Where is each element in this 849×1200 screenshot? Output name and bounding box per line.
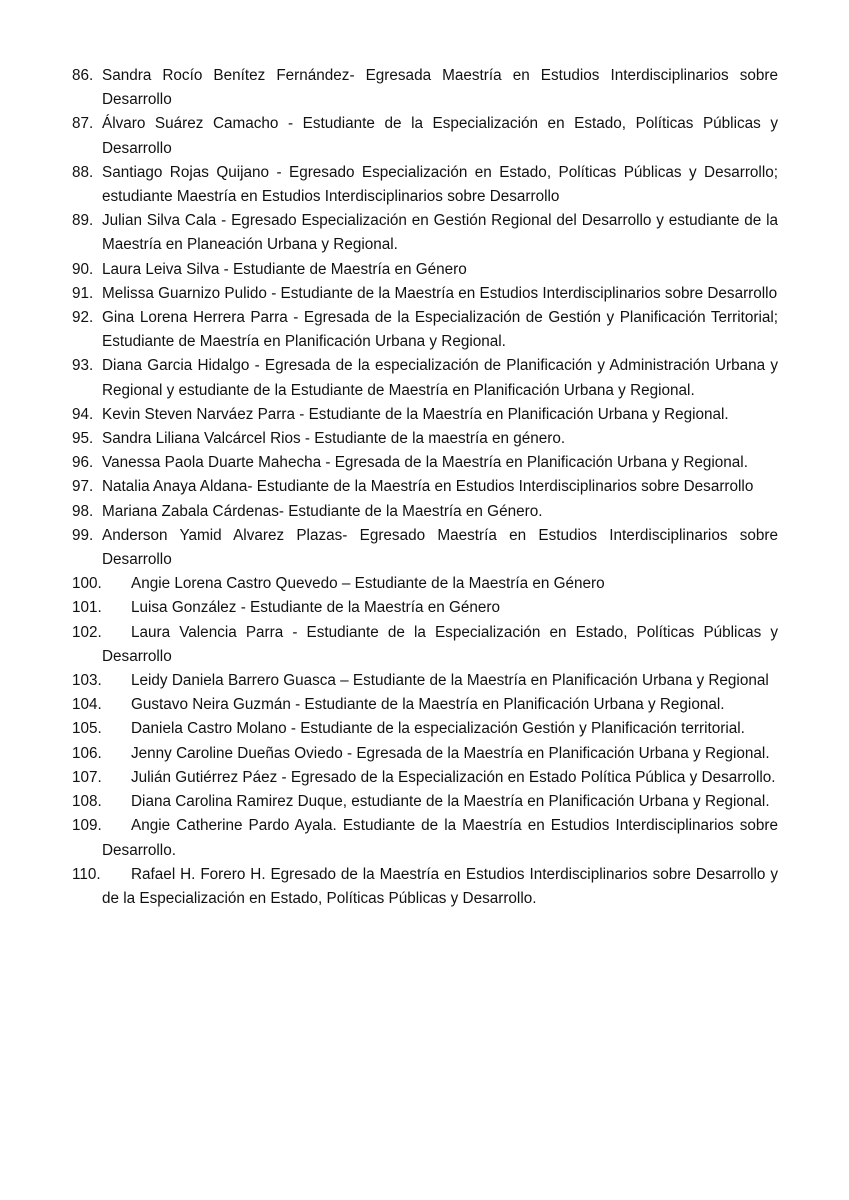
item-text: Laura Valencia Parra - Estudiante de la Especialización en Estado, Políticas Públicas y Desarrollo <box>102 623 778 665</box>
list-item <box>72 161 778 209</box>
list-item <box>72 500 778 524</box>
item-number: 98. <box>72 502 94 520</box>
item-number: 102. <box>72 623 102 641</box>
item-number: 90. <box>72 260 94 278</box>
item-number: 93. <box>72 357 94 375</box>
list-item <box>72 790 778 814</box>
list-item <box>72 475 778 499</box>
item-text: Rafael H. Forero H. Egresado de la Maestría en Estudios Interdisciplinarios sobre Desarrollo y de la Especialización en Estado, Políticas Públicas y Desarrollo. <box>102 865 778 907</box>
item-text: Mariana Zabala Cárdenas- Estudiante de la Maestría en Género. <box>102 502 543 520</box>
list-item <box>72 403 778 427</box>
list-item <box>72 814 778 862</box>
item-text: Vanessa Paola Duarte Mahecha - Egresada de la Maestría en Planificación Urbana y Regional. <box>102 454 748 472</box>
item-number: 92. <box>72 309 94 327</box>
list-item <box>72 669 778 693</box>
item-text: Melissa Guarnizo Pulido - Estudiante de la Maestría en Estudios Interdisciplinarios sobre Desarrollo <box>102 284 778 302</box>
item-number: 99. <box>72 526 94 544</box>
item-number: 109. <box>72 817 102 835</box>
item-number: 106. <box>72 744 102 762</box>
item-number: 88. <box>72 163 94 181</box>
list-item <box>72 572 778 596</box>
item-text: Álvaro Suárez Camacho - Estudiante de la Especialización en Estado, Políticas Públicas y Desarrollo <box>102 115 778 157</box>
item-text: Daniela Castro Molano - Estudiante de la especialización Gestión y Planificación territorial. <box>131 720 745 738</box>
list-item <box>72 766 778 790</box>
list-item <box>72 354 778 402</box>
item-text: Natalia Anaya Aldana- Estudiante de la Maestría en Estudios Interdisciplinarios sobre Desarrollo <box>102 478 754 496</box>
item-text: Diana Garcia Hidalgo - Egresada de la especialización de Planificación y Administración Urbana y Regional y estudiante de la Estudiante de Maestría en Planificación Urbana y Regional. <box>102 357 778 399</box>
item-number: 101. <box>72 599 102 617</box>
list-item <box>72 451 778 475</box>
item-text: Angie Lorena Castro Quevedo – Estudiante de la Maestría en Género <box>131 575 605 593</box>
list-item <box>72 693 778 717</box>
list-item <box>72 64 778 112</box>
item-number: 89. <box>72 212 94 230</box>
list-item <box>72 112 778 160</box>
item-text: Leidy Daniela Barrero Guasca – Estudiante de la Maestría en Planificación Urbana y Regional <box>131 672 769 690</box>
item-text: Santiago Rojas Quijano - Egresado Especialización en Estado, Políticas Públicas y Desarrollo; estudiante Maestría en Estudios Interdisciplinarios sobre Desarrollo <box>102 163 778 206</box>
list-item <box>72 863 778 911</box>
item-number: 104. <box>72 696 102 714</box>
item-text: Angie Catherine Pardo Ayala. Estudiante de la Maestría en Estudios Interdisciplinarios sobre Desarrollo. <box>102 817 778 859</box>
item-text: Kevin Steven Narváez Parra - Estudiante de la Maestría en Planificación Urbana y Regional. <box>102 405 729 423</box>
list-item <box>72 742 778 766</box>
item-text: Julián Gutiérrez Páez - Egresado de la Especialización en Estado Política Pública y Desarrollo. <box>131 768 776 786</box>
list-item <box>72 282 778 306</box>
list-item <box>72 524 778 572</box>
item-number: 87. <box>72 115 94 133</box>
document-page <box>72 64 778 911</box>
list-item <box>72 717 778 741</box>
item-number: 94. <box>72 405 94 423</box>
list-item <box>72 621 778 669</box>
item-number: 97. <box>72 478 94 496</box>
item-number: 91. <box>72 284 94 302</box>
item-number: 103. <box>72 672 102 690</box>
item-number: 105. <box>72 720 102 738</box>
item-number: 108. <box>72 793 102 811</box>
item-number: 95. <box>72 430 94 448</box>
list-item <box>72 209 778 257</box>
item-text: Jenny Caroline Dueñas Oviedo - Egresada de la Maestría en Planificación Urbana y Regional. <box>131 744 770 762</box>
item-text: Anderson Yamid Alvarez Plazas- Egresado Maestría en Estudios Interdisciplinarios sobre Desarrollo <box>102 526 778 569</box>
item-text: Gustavo Neira Guzmán - Estudiante de la Maestría en Planificación Urbana y Regional. <box>131 696 725 714</box>
item-text: Diana Carolina Ramirez Duque, estudiante de la Maestría en Planificación Urbana y Regional. <box>131 793 770 811</box>
item-text: Julian Silva Cala - Egresado Especialización en Gestión Regional del Desarrollo y estudiante de la Maestría en Planeación Urbana y Regional. <box>102 212 778 254</box>
item-text: Gina Lorena Herrera Parra - Egresada de la Especialización de Gestión y Planificación Territorial; Estudiante de Maestría en Planificación Urbana y Regional. <box>102 309 778 351</box>
item-number: 110. <box>72 865 101 883</box>
list-item <box>72 306 778 354</box>
item-number: 107. <box>72 768 102 786</box>
item-text: Sandra Rocío Benítez Fernández- Egresada Maestría en Estudios Interdisciplinarios sobre Desarrollo <box>102 67 778 109</box>
list-item <box>72 427 778 451</box>
item-number: 96. <box>72 454 94 472</box>
item-number: 100. <box>72 575 102 593</box>
item-text: Luisa González - Estudiante de la Maestría en Género <box>131 599 501 617</box>
item-text: Laura Leiva Silva - Estudiante de Maestría en Género <box>102 260 467 278</box>
list-item <box>72 258 778 282</box>
item-text: Sandra Liliana Valcárcel Rios - Estudiante de la maestría en género. <box>102 430 566 448</box>
list-item <box>72 596 778 620</box>
item-number: 86. <box>72 67 94 84</box>
